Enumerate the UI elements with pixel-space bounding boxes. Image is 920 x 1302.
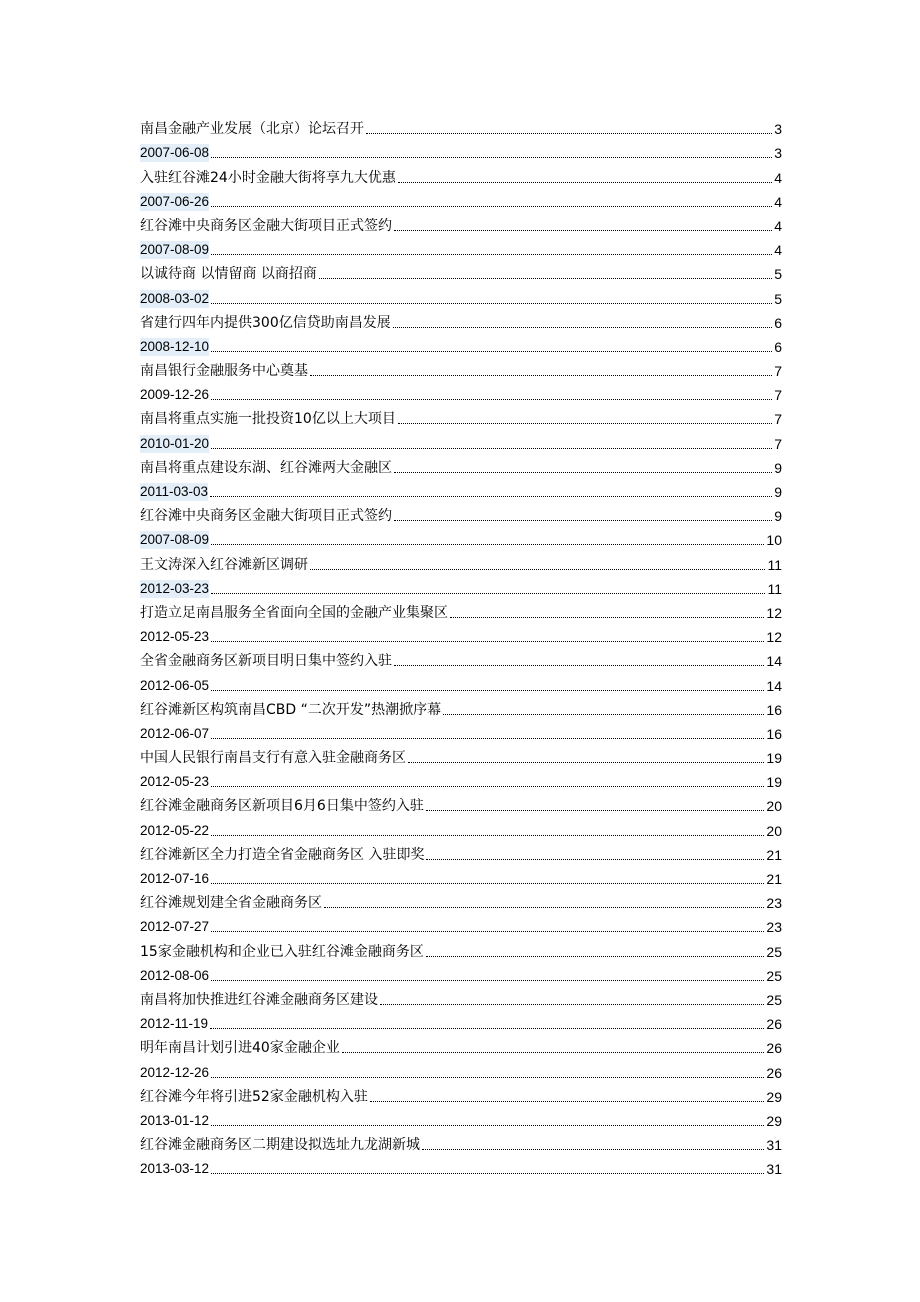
toc-entry-label: 中国人民银行南昌支行有意入驻金融商务区 <box>140 750 406 767</box>
toc-entry-date[interactable] <box>140 815 782 839</box>
toc-page-number: 19 <box>766 750 782 767</box>
toc-entry-date[interactable] <box>140 1057 782 1081</box>
toc-entry-title[interactable] <box>140 695 782 719</box>
toc-entry-date[interactable] <box>140 1154 782 1178</box>
toc-page-number: 12 <box>766 604 782 621</box>
dot-leader <box>324 907 764 908</box>
toc-page-number: 11 <box>767 556 782 573</box>
toc-entry-label: 2012-08-06 <box>140 967 210 983</box>
dot-leader <box>370 1101 765 1102</box>
dot-leader <box>210 1028 764 1029</box>
toc-page-number: 26 <box>766 1016 782 1033</box>
toc-entry-title[interactable] <box>140 259 782 283</box>
toc-entry-label: 省建行四年内提供300亿信贷助南昌发展 <box>140 314 391 331</box>
toc-entry-date[interactable] <box>140 719 782 743</box>
toc-page-number: 7 <box>774 387 782 404</box>
toc-entry-label: 2007-08-09 <box>140 242 210 258</box>
toc-entry-title[interactable] <box>140 743 782 767</box>
dot-leader <box>211 738 764 739</box>
toc-entry-label: 2012-07-16 <box>140 871 210 886</box>
dot-leader <box>422 1149 764 1150</box>
dot-leader <box>426 859 764 860</box>
toc-page-number: 23 <box>766 895 782 912</box>
toc-entry-label: 南昌将重点建设东湖、红谷滩两大金融区 <box>140 459 392 476</box>
toc-page-number: 4 <box>774 169 782 186</box>
toc-page-number: 7 <box>774 411 782 428</box>
dot-leader <box>211 1125 764 1126</box>
toc-page-number: 16 <box>766 725 782 742</box>
toc-entry-title[interactable] <box>140 1082 782 1106</box>
dot-leader <box>393 327 772 328</box>
toc-page-number: 25 <box>766 967 782 984</box>
toc-entry-date[interactable] <box>140 961 782 985</box>
toc-entry-date[interactable] <box>140 912 782 936</box>
toc-page-number: 26 <box>766 1040 782 1057</box>
dot-leader <box>211 448 772 449</box>
dot-leader <box>211 593 765 594</box>
toc-entry-date[interactable] <box>140 283 782 307</box>
toc-entry-title[interactable] <box>140 162 782 186</box>
toc-entry-title[interactable] <box>140 404 782 428</box>
toc-entry-label: 2012-06-07 <box>140 725 210 741</box>
toc-entry-title[interactable] <box>140 356 782 380</box>
toc-entry-label: 15家金融机构和企业已入驻红谷滩金融商务区 <box>140 943 424 960</box>
toc-entry-label: 2013-01-12 <box>140 1112 210 1128</box>
dot-leader <box>210 496 772 497</box>
dot-leader <box>211 690 764 691</box>
dot-leader <box>211 351 772 352</box>
toc-entry-date[interactable] <box>140 864 782 888</box>
toc-page-number: 6 <box>774 314 782 331</box>
toc-entry-title[interactable] <box>140 791 782 815</box>
toc-entry-title[interactable] <box>140 598 782 622</box>
toc-entry-title[interactable] <box>140 549 782 573</box>
toc-entry-label: 南昌金融产业发展（北京）论坛召开 <box>140 121 364 138</box>
toc-entry-label: 2012-05-23 <box>140 774 210 790</box>
toc-page-number: 5 <box>774 290 782 307</box>
toc-entry-date[interactable] <box>140 670 782 694</box>
toc-entry-label: 2008-03-02 <box>140 290 210 306</box>
toc-entry-title[interactable] <box>140 308 782 332</box>
toc-page-number: 4 <box>774 242 782 259</box>
dot-leader <box>408 762 764 763</box>
dot-leader <box>211 303 772 304</box>
dot-leader <box>450 617 764 618</box>
dot-leader <box>310 569 765 570</box>
toc-entry-label: 2007-06-26 <box>140 193 210 209</box>
toc-entry-title[interactable] <box>140 646 782 670</box>
toc-page-number: 31 <box>766 1137 782 1154</box>
toc-entry-label: 红谷滩中央商务区金融大街项目正式签约 <box>140 508 392 525</box>
dot-leader <box>380 1004 764 1005</box>
toc-entry-label: 2012-07-27 <box>140 919 210 935</box>
toc-entry-title[interactable] <box>140 1033 782 1057</box>
dot-leader <box>394 230 772 231</box>
toc-entry-title[interactable] <box>140 985 782 1009</box>
toc-entry-label: 2007-06-08 <box>140 145 210 161</box>
toc-page-number: 4 <box>774 193 782 210</box>
toc-page-number: 12 <box>766 629 782 646</box>
toc-page-number: 11 <box>767 580 782 597</box>
dot-leader <box>426 956 765 957</box>
toc-entry-label: 以诚待商 以情留商 以商招商 <box>140 266 317 283</box>
toc-entry-label: 南昌银行金融服务中心奠基 <box>140 363 308 380</box>
dot-leader <box>211 931 764 932</box>
toc-page-number: 14 <box>766 653 782 670</box>
toc-entry-label: 红谷滩新区构筑南昌CBD “二次开发”热潮掀序幕 <box>140 701 442 718</box>
dot-leader <box>426 810 765 811</box>
toc-page-number: 23 <box>766 919 782 936</box>
toc-entry-date[interactable] <box>140 428 782 452</box>
dot-leader <box>394 520 772 521</box>
toc-page-number: 20 <box>766 822 782 839</box>
dot-leader <box>211 980 764 981</box>
toc-entry-label: 红谷滩新区全力打造全省金融商务区 入驻即奖 <box>140 846 425 863</box>
toc-page-number: 9 <box>774 508 782 525</box>
toc-entry-label: 2007-08-09 <box>140 532 210 548</box>
toc-page-number: 29 <box>766 1088 782 1105</box>
dot-leader <box>211 254 772 255</box>
toc-entry-title[interactable] <box>140 936 782 960</box>
toc-entry-label: 2012-06-05 <box>140 677 210 693</box>
toc-entry-label: 2013-03-12 <box>140 1161 210 1177</box>
dot-leader <box>394 472 772 473</box>
dot-leader <box>211 641 764 642</box>
toc-page-number: 29 <box>766 1112 782 1129</box>
toc-entry-date[interactable] <box>140 525 782 549</box>
toc-page-number: 3 <box>774 145 782 162</box>
toc-entry-date[interactable] <box>140 477 782 501</box>
toc-entry-title[interactable] <box>140 114 782 138</box>
dot-leader <box>211 1077 764 1078</box>
toc-page-number: 4 <box>774 217 782 234</box>
dot-leader <box>398 423 772 424</box>
toc-entry-date[interactable] <box>140 1009 782 1033</box>
toc-entry-label: 2009-12-26 <box>140 387 210 403</box>
dot-leader <box>342 1052 765 1053</box>
toc-page-number: 7 <box>774 435 782 452</box>
dot-leader <box>394 665 764 666</box>
toc-page-number: 26 <box>766 1064 782 1081</box>
toc-page-number: 21 <box>766 846 782 863</box>
toc-entry-label: 红谷滩规划建全省金融商务区 <box>140 895 322 912</box>
toc-page-number: 5 <box>774 266 782 283</box>
toc-entry-date[interactable] <box>140 138 782 162</box>
toc-entry-label: 2012-05-23 <box>140 629 210 645</box>
dot-leader <box>211 399 772 400</box>
toc-page-number: 19 <box>766 774 782 791</box>
toc-entry-label: 全省金融商务区新项目明日集中签约入驻 <box>140 653 392 670</box>
table-of-contents <box>140 114 782 1178</box>
toc-page-number: 25 <box>766 943 782 960</box>
dot-leader <box>319 278 772 279</box>
toc-entry-date[interactable] <box>140 332 782 356</box>
toc-entry-label: 2008-12-10 <box>140 338 210 354</box>
dot-leader <box>211 206 772 207</box>
toc-entry-label: 2012-05-22 <box>140 822 210 838</box>
toc-entry-label: 2011-03-03 <box>140 484 209 499</box>
toc-page-number: 14 <box>766 677 782 694</box>
toc-entry-date[interactable] <box>140 767 782 791</box>
toc-page-number: 9 <box>774 459 782 476</box>
toc-entry-date[interactable] <box>140 187 782 211</box>
dot-leader <box>366 133 772 134</box>
toc-entry-label: 王文涛深入红谷滩新区调研 <box>140 556 308 573</box>
toc-page-number: 20 <box>766 798 782 815</box>
toc-entry-label: 红谷滩中央商务区金融大街项目正式签约 <box>140 217 392 234</box>
dot-leader <box>211 835 764 836</box>
toc-page-number: 3 <box>774 121 782 138</box>
toc-entry-label: 2010-01-20 <box>140 435 210 451</box>
toc-page-number: 31 <box>766 1161 782 1178</box>
toc-entry-label: 入驻红谷滩24小时金融大街将享九大优惠 <box>140 169 396 186</box>
toc-page-number: 25 <box>766 991 782 1008</box>
toc-page-number: 16 <box>766 701 782 718</box>
toc-entry-label: 明年南昌计划引进40家金融企业 <box>140 1040 340 1057</box>
dot-leader <box>211 786 764 787</box>
toc-entry-date[interactable] <box>140 622 782 646</box>
toc-entry-title[interactable] <box>140 1130 782 1154</box>
dot-leader <box>310 375 772 376</box>
toc-entry-label: 红谷滩金融商务区二期建设拟选址九龙湖新城 <box>140 1137 420 1154</box>
toc-entry-label: 红谷滩今年将引进52家金融机构入驻 <box>140 1088 368 1105</box>
dot-leader <box>398 182 772 183</box>
toc-entry-date[interactable] <box>140 1106 782 1130</box>
dot-leader <box>211 883 764 884</box>
toc-entry-label: 2012-11-19 <box>140 1016 209 1032</box>
toc-entry-date[interactable] <box>140 380 782 404</box>
toc-page-number: 10 <box>766 532 782 549</box>
dot-leader <box>211 1173 764 1174</box>
toc-entry-date[interactable] <box>140 574 782 598</box>
toc-page-number: 7 <box>774 363 782 380</box>
toc-entry-label: 2012-03-23 <box>140 580 210 596</box>
toc-entry-title[interactable] <box>140 453 782 477</box>
toc-page-number: 9 <box>774 484 782 500</box>
toc-entry-date[interactable] <box>140 235 782 259</box>
toc-page-number: 6 <box>774 338 782 355</box>
toc-entry-label: 2012-12-26 <box>140 1064 210 1080</box>
dot-leader <box>211 157 772 158</box>
toc-page-number: 21 <box>766 871 782 887</box>
toc-entry-title[interactable] <box>140 888 782 912</box>
dot-leader <box>211 544 764 545</box>
toc-entry-title[interactable] <box>140 840 782 864</box>
toc-entry-title[interactable] <box>140 501 782 525</box>
toc-entry-label: 红谷滩金融商务区新项目6月6日集中签约入驻 <box>140 798 424 815</box>
toc-entry-title[interactable] <box>140 211 782 235</box>
dot-leader <box>443 714 764 715</box>
toc-entry-label: 打造立足南昌服务全省面向全国的金融产业集聚区 <box>140 604 448 621</box>
toc-entry-label: 南昌将加快推进红谷滩金融商务区建设 <box>140 991 378 1008</box>
toc-entry-label: 南昌将重点实施一批投资10亿以上大项目 <box>140 411 396 428</box>
